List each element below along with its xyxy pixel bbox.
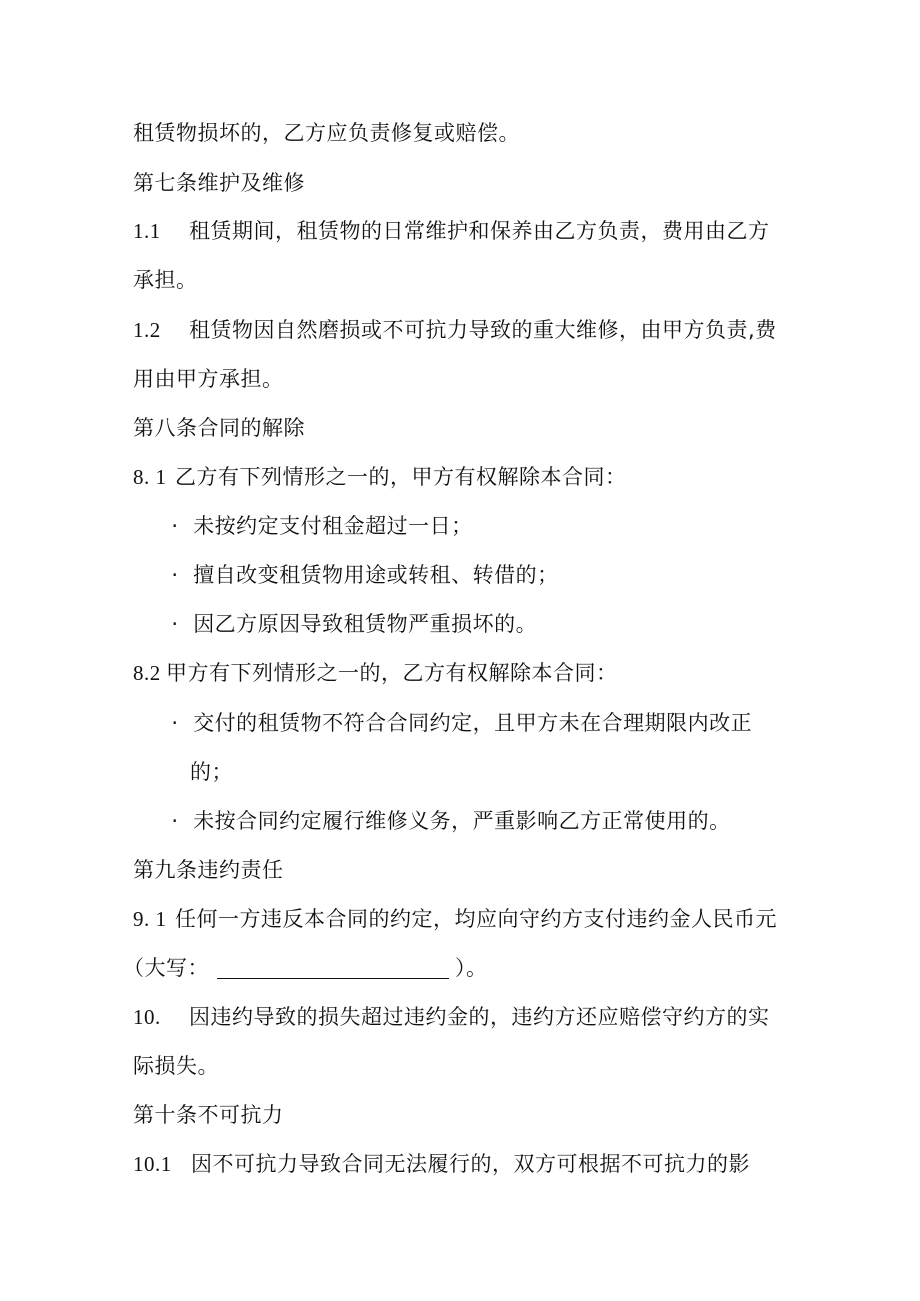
clause-number: 1.1	[133, 219, 161, 243]
clause-text: 乙方有下列情形之一的，甲方有权解除本合同：	[175, 465, 627, 489]
clause-text: （大写：	[123, 956, 209, 980]
article-9-heading: 第九条违约责任	[133, 858, 284, 882]
clause-9-1	[133, 906, 777, 932]
article-7-heading: 第七条维护及维修	[133, 171, 305, 195]
list-item	[164, 611, 537, 637]
bullet-icon: ·	[171, 711, 179, 735]
clause-text: 因不可抗力导致合同无法履行的，双方可根据不可抗力的影	[191, 1152, 750, 1176]
article-8-heading: 第八条合同的解除	[133, 416, 305, 440]
bullet-icon: ·	[171, 612, 179, 636]
list-item-continued: 的；	[190, 760, 233, 784]
clause-number: 8.2	[133, 661, 161, 685]
list-item-text: 未按约定支付租金超过一日；	[193, 514, 473, 538]
list-item	[164, 513, 473, 539]
clause-number: 1.2	[133, 318, 161, 342]
fill-in-blank	[217, 958, 449, 979]
clause-9-1-continued	[123, 955, 488, 981]
clause-1-2-continued: 用由甲方承担。	[133, 367, 284, 391]
bullet-icon: ·	[171, 563, 179, 587]
list-item	[164, 710, 752, 736]
list-item	[164, 562, 559, 588]
clause-10-continued: 际损失。	[133, 1054, 219, 1078]
clause-number: 8. 1	[133, 465, 167, 489]
clause-10-1	[133, 1151, 750, 1177]
clause-text: 任何一方违反本合同的约定，均应向守约方支付违约金人民币元	[175, 907, 777, 931]
list-item-text: 交付的租赁物不符合合同约定，且甲方未在合理期限内改正	[193, 711, 753, 735]
clause-1-1	[133, 218, 770, 244]
clause-number: 9. 1	[133, 907, 167, 931]
list-item-text: 因乙方原因导致租赁物严重损坏的。	[193, 612, 538, 636]
clause-10	[133, 1004, 770, 1030]
clause-8-2	[133, 660, 618, 686]
clause-number: 10.1	[133, 1152, 172, 1176]
clause-number: 10.	[133, 1005, 161, 1029]
article-10-heading: 第十条不可抗力	[133, 1103, 284, 1127]
clause-text: 因违约导致的损失超过违约金的，违约方还应赔偿守约方的实	[189, 1005, 770, 1029]
list-item-text: 擅自改变租赁物用途或转租、转借的；	[193, 563, 559, 587]
clause-text: 租赁期间，租赁物的日常维护和保养由乙方负责，费用由乙方	[189, 219, 770, 243]
clause-1-1-continued: 承担。	[133, 268, 198, 292]
clause-text: ）。	[455, 956, 488, 980]
clause-1-2	[133, 317, 777, 343]
bullet-icon: ·	[171, 514, 179, 538]
list-item-text: 未按合同约定履行维修义务，严重影响乙方正常使用的。	[193, 809, 731, 833]
bullet-icon: ·	[171, 809, 179, 833]
list-item	[164, 808, 731, 834]
paragraph-line: 租赁物损坏的，乙方应负责修复或赔偿。	[133, 121, 520, 145]
clause-8-1	[133, 464, 627, 490]
clause-text: 租赁物因自然磨损或不可抗力导致的重大维修，由甲方负责,费	[189, 318, 777, 342]
clause-text: 甲方有下列情形之一的，乙方有权解除本合同：	[166, 661, 618, 685]
